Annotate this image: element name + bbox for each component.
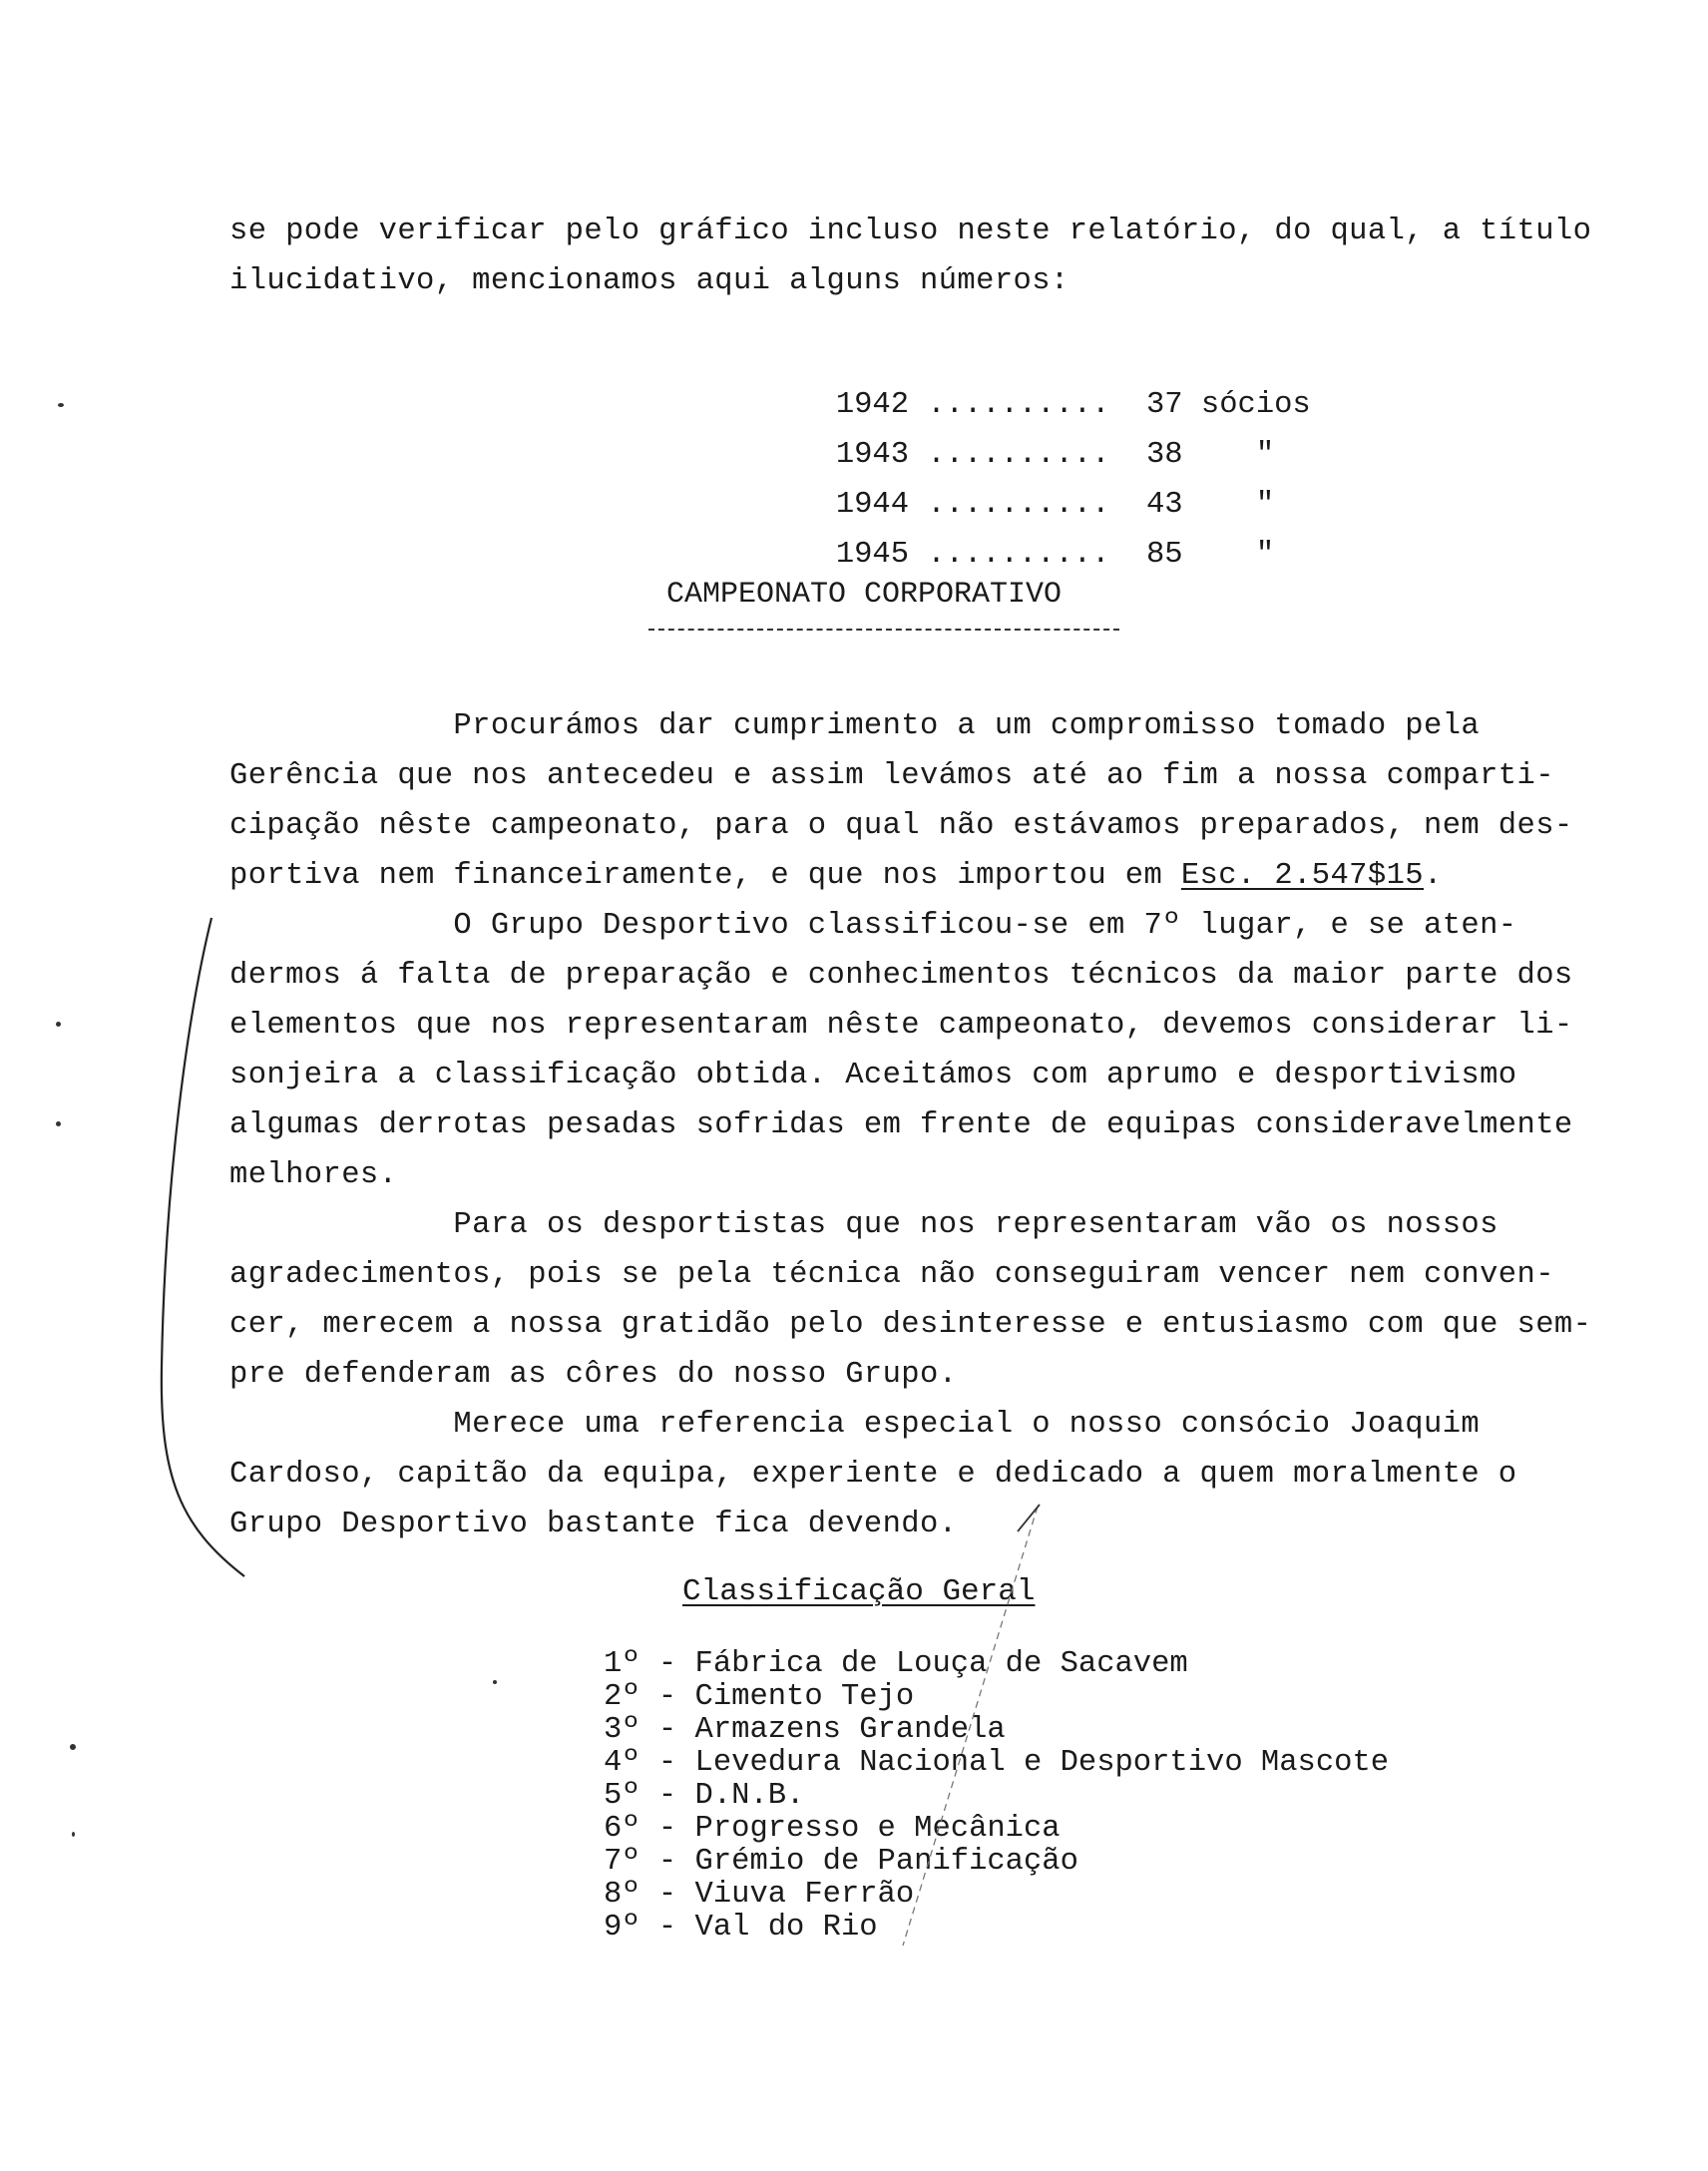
- body-line: elementos que nos representaram nêste campeonato, devemos considerar li-: [229, 1009, 1573, 1043]
- body-line: pre defenderam as côres do nosso Grupo.: [229, 1358, 958, 1392]
- classification-title: Classificação Geral: [682, 1574, 1036, 1609]
- amount: Esc. 2.547$15: [1180, 859, 1424, 893]
- body-line: [229, 856, 1443, 896]
- team-name: Grémio de Panificação: [694, 1845, 1078, 1879]
- team-name: Levedura Nacional e Desportivo Mascote: [694, 1746, 1390, 1780]
- list-item: 6º - Progresso e Mecânica: [604, 1812, 1061, 1846]
- body-line-text: portiva nem financeiramente, e que nos importou em: [229, 859, 1181, 893]
- member-count: 38: [1146, 438, 1183, 472]
- scan-speck: [493, 1680, 497, 1684]
- rank: 8º: [604, 1878, 640, 1912]
- year: 1945: [835, 538, 910, 572]
- intro-line: ilucidativo, mencionamos aqui alguns números:: [229, 264, 1069, 298]
- body-line: sonjeira a classificação obtida. Aceitámos com aprumo e desportivismo: [229, 1059, 1517, 1092]
- amount-suffix: .: [1424, 859, 1443, 893]
- rank: 5º: [604, 1779, 640, 1813]
- body-line: cer, merecem a nossa gratidão pelo desinteresse e entusiasmo com que sem-: [229, 1308, 1592, 1342]
- body-line: Procurámos dar cumprimento a um compromisso tomado pela: [229, 709, 1481, 743]
- rank: 6º: [604, 1812, 640, 1846]
- team-name: Val do Rio: [694, 1911, 878, 1945]
- body-line: agradecimentos, pois se pela técnica não conseguiram vencer nem conven-: [229, 1258, 1554, 1292]
- body-line: algumas derrotas pesadas sofridas em frente de equipas consideravelmente: [229, 1108, 1573, 1142]
- team-name: D.N.B.: [694, 1779, 805, 1813]
- body-line: Gerência que nos antecedeu e assim levámos até ao fim a nossa comparti-: [229, 759, 1554, 793]
- team-name: Viuva Ferrão: [694, 1878, 915, 1912]
- member-count: 43: [1146, 488, 1183, 522]
- list-item: 3º - Armazens Grandela: [604, 1713, 1006, 1747]
- team-name: Cimento Tejo: [694, 1680, 915, 1714]
- body-line: Merece uma referencia especial o nosso consócio Joaquim: [229, 1408, 1481, 1442]
- member-unit: ": [1255, 438, 1275, 472]
- rank: 3º: [604, 1713, 640, 1747]
- scan-speck: [58, 403, 64, 407]
- rank: 9º: [604, 1911, 640, 1945]
- team-name: Fábrica de Louça de Sacavem: [694, 1647, 1188, 1681]
- team-name: Progresso e Mecânica: [694, 1812, 1061, 1846]
- intro-line: se pode verificar pelo gráfico incluso neste relatório, do qual, a título: [229, 215, 1592, 248]
- leader-dots: ..........: [927, 538, 1110, 572]
- scan-speck: [56, 1121, 61, 1126]
- heading-underline: [648, 629, 1119, 631]
- body-line: Cardoso, capitão da equipa, experiente e dedicado a quem moralmente o: [229, 1458, 1517, 1492]
- check-tick-mark: [1018, 1505, 1040, 1531]
- body-line: cipação nêste campeonato, para o qual não estávamos preparados, nem des-: [229, 809, 1573, 843]
- scan-speck: [72, 1832, 75, 1837]
- rank: 7º: [604, 1845, 640, 1879]
- member-count: 37: [1146, 388, 1183, 422]
- year: 1944: [835, 488, 910, 522]
- year: 1943: [835, 438, 910, 472]
- member-unit: sócios: [1200, 388, 1311, 422]
- list-item: 8º - Viuva Ferrão: [604, 1878, 915, 1912]
- member-unit: ": [1255, 488, 1275, 522]
- body-line: melhores.: [229, 1158, 398, 1192]
- rank: 4º: [604, 1746, 640, 1780]
- year: 1942: [835, 388, 910, 422]
- list-item: 4º - Levedura Nacional e Desportivo Mascote: [604, 1746, 1390, 1780]
- leader-dots: ..........: [927, 388, 1110, 422]
- list-item: 7º - Grémio de Panificação: [604, 1845, 1078, 1879]
- team-name: Armazens Grandela: [694, 1713, 1006, 1747]
- list-item: 2º - Cimento Tejo: [604, 1680, 915, 1714]
- leader-dots: ..........: [927, 488, 1110, 522]
- scan-speck: [56, 1022, 61, 1027]
- scan-speck: [70, 1744, 76, 1750]
- body-line: dermos á falta de preparação e conhecimentos técnicos da maior parte dos: [229, 959, 1573, 993]
- list-item: 9º - Val do Rio: [604, 1911, 878, 1945]
- body-line: Grupo Desportivo bastante fica devendo.: [229, 1508, 958, 1541]
- leader-dots: ..........: [927, 438, 1110, 472]
- member-count: 85: [1146, 538, 1183, 572]
- list-item: 5º - D.N.B.: [604, 1779, 805, 1813]
- member-unit: ": [1255, 538, 1275, 572]
- rank: 1º: [604, 1647, 640, 1681]
- rank: 2º: [604, 1680, 640, 1714]
- body-line: O Grupo Desportivo classificou-se em 7º lugar, e se aten-: [229, 909, 1517, 943]
- section-title: CAMPEONATO CORPORATIVO: [666, 578, 1063, 612]
- body-line: Para os desportistas que nos representaram vão os nossos: [229, 1208, 1498, 1242]
- list-item: 1º - Fábrica de Louça de Sacavem: [604, 1647, 1188, 1681]
